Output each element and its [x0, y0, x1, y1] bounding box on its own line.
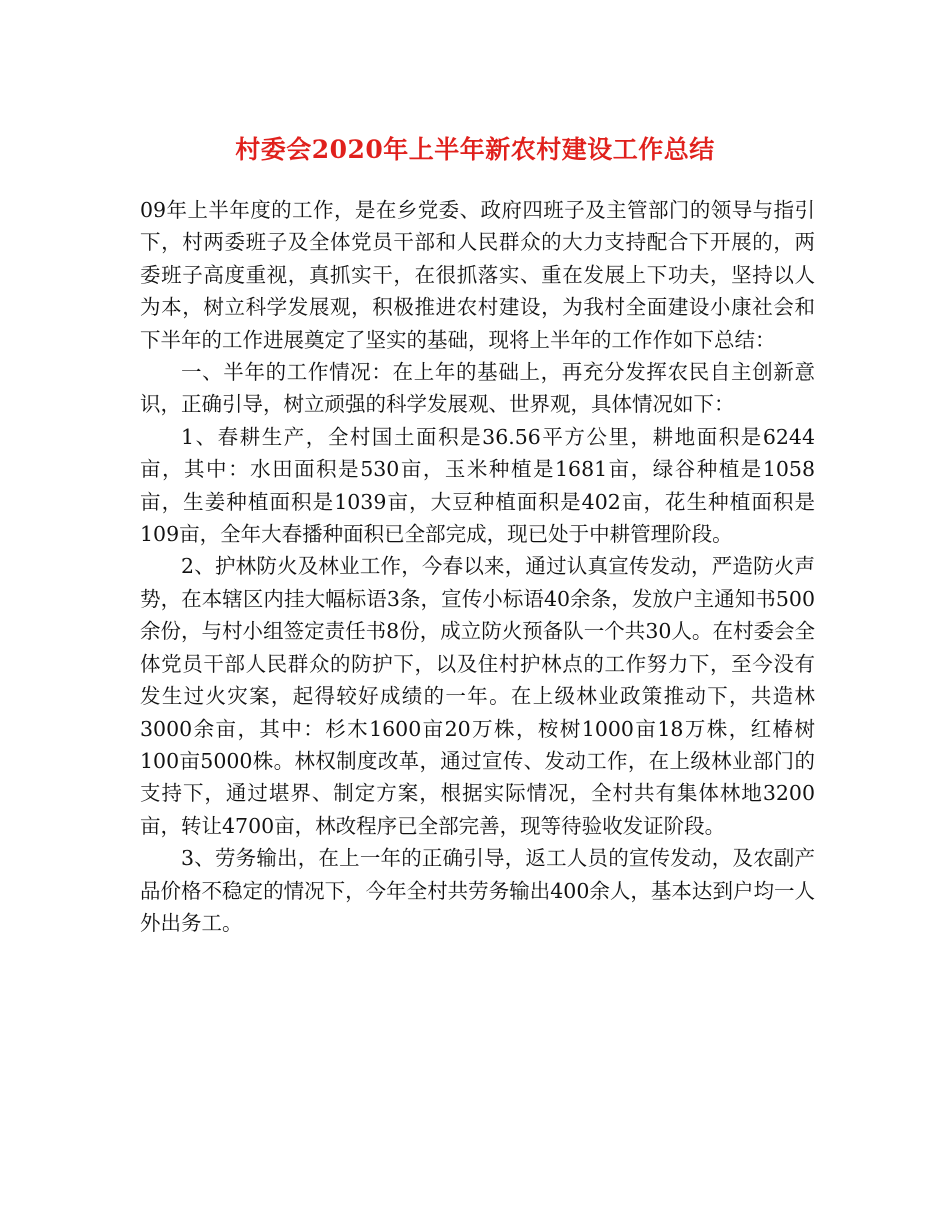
paragraph-labor-export: 3、劳务输出，在上一年的正确引导，返工人员的宣传发动，及农副产品价格不稳定的情况下，今年全村共劳务输出400余人，基本达到户均一人外出务工。: [140, 846, 815, 935]
paragraph-section-1: 一、半年的工作情况：在上年的基础上，再充分发挥农民自主创新意识，正确引导，树立顽强的科学发展观、世界观，具体情况如下：: [140, 360, 815, 417]
paragraph-spring-farming: 1、春耕生产，全村国土面积是36.56平方公里，耕地面积是6244亩，其中：水田面积是530亩，玉米种植是1681亩，绿谷种植是1058亩，生姜种植面积是1039亩，大豆种植面积是402亩，花生种植面积是109亩，全年大春播种面积已全部完成，现已处于中耕管理阶段。: [140, 424, 815, 547]
paragraph-forestry: 2、护林防火及林业工作，今春以来，通过认真宣传发动，严造防火声势，在本辖区内挂大幅标语3条，宣传小标语40余条，发放户主通知书500余份，与村小组签定责任书8份，成立防火预备队一个共30人。在村委会全体党员干部人民群众的防护下，以及住村护林点的工作努力下，至今没有发生过火灾案，起得较好成绩的一年。在上级林业政策推动下，共造林3000余亩，其中：杉木1600亩20万株，桉树1000亩18万株，红椿树100亩5000株。林权制度改革，通过宣传、发动工作，在上级林业部门的支持下，通过堪界、制定方案，根据实际情况，全村共有集体林地3200亩，转让4700亩，林改程序已全部完善，现等待验收发证阶段。: [140, 554, 815, 838]
document-body: [140, 194, 815, 939]
document-title: 村委会2020年上半年新农村建设工作总结: [235, 135, 715, 164]
paragraph-intro: 09年上半年度的工作，是在乡党委、政府四班子及主管部门的领导与指引下，村两委班子及全体党员干部和人民群众的大力支持配合下开展的，两委班子高度重视，真抓实干，在很抓落实、重在发展上下功夫，坚持以人为本，树立科学发展观，积极推进农村建设，为我村全面建设小康社会和下半年的工作进展奠定了坚实的基础，现将上半年的工作作如下总结：: [140, 198, 815, 352]
